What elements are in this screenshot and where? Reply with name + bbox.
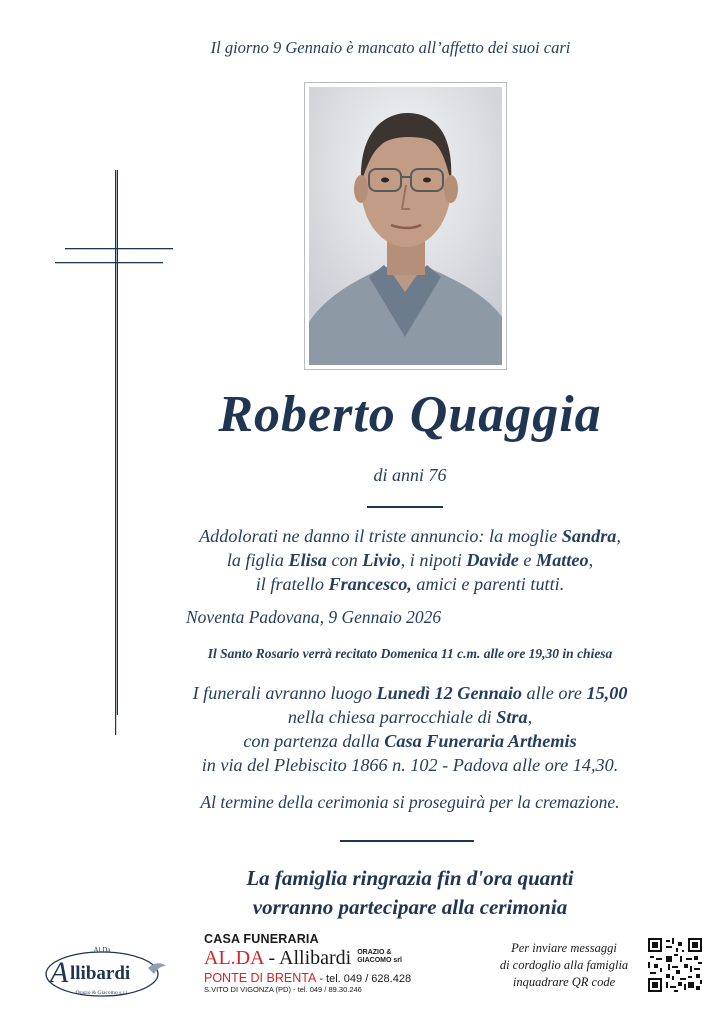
- place-date: Noventa Padovana, 9 Gennaio 2026: [186, 607, 442, 627]
- funeral-home-block: [204, 932, 434, 994]
- announce-text: la figlia: [226, 550, 289, 570]
- thanks-message: [110, 864, 710, 922]
- announce-text: ,: [616, 526, 621, 546]
- funeral-home-phone-1: [204, 971, 434, 985]
- divider-short: [367, 506, 443, 508]
- church-place: Stra: [496, 707, 528, 727]
- rosary-notice: Il Santo Rosario verrà recitato Domenica 11 c.m. alle ore 19,30 in chiesa: [207, 646, 613, 661]
- portrait-frame: [304, 82, 507, 370]
- divider-long: [340, 840, 474, 842]
- announce-text: ,: [588, 550, 594, 570]
- funeral-home-brand: [204, 947, 434, 970]
- brand-red: AL.DA: [204, 947, 264, 969]
- age-line: di anni 76: [373, 465, 447, 485]
- portrait-photo: [309, 87, 502, 365]
- announcement-line-3: [110, 572, 710, 596]
- funeral-time: 15,00: [586, 683, 628, 703]
- brand-sub-2: GIACOMO srl: [357, 957, 402, 964]
- funeral-home-name: Casa Funeraria Arthemis: [384, 731, 577, 751]
- announce-text: Addolorati ne danno il triste annuncio: la moglie: [199, 526, 562, 546]
- logo-main-text: llibardi: [70, 963, 131, 984]
- announce-text: il fratello: [255, 574, 329, 594]
- announce-text: amici e parenti tutti.: [411, 574, 565, 594]
- portrait-illustration: [309, 87, 502, 365]
- allibardi-logo-icon: [42, 944, 168, 1002]
- funeral-home-phone-2: S.VITO DI VIGONZA (PD) - tel. 049 / 89.30.246: [204, 985, 362, 994]
- logo-sub-text: Orazio & Giacomo s.r.l.: [75, 990, 129, 996]
- phone-1: - tel. 049 / 628.428: [316, 973, 412, 985]
- funeral-details: [110, 681, 710, 777]
- announce-text: , i nipoti: [400, 550, 467, 570]
- thanks-line-1: La famiglia ringrazia fin d'ora quanti: [246, 866, 574, 890]
- funeral-text: con partenza dalla: [243, 731, 385, 751]
- funeral-home-label: CASA FUNERARIA: [204, 932, 319, 946]
- qr-code-icon[interactable]: [648, 938, 702, 992]
- funeral-text: I funerali avranno luogo: [192, 683, 377, 703]
- cross-horizontal-icon: [55, 245, 173, 269]
- brand-sub-1: ORAZIO &: [357, 949, 392, 956]
- announcement-text: [110, 524, 710, 596]
- svg-text:A: A: [50, 956, 69, 989]
- funeral-text: alle ore: [522, 683, 587, 703]
- wife-name: Sandra: [561, 526, 617, 546]
- funeral-line-2: [110, 705, 710, 729]
- intro-line: Il giorno 9 Gennaio è mancato all’affetto dei suoi cari: [210, 38, 571, 57]
- funeral-date: Lunedì 12 Gennaio: [376, 683, 522, 703]
- grandchild-name: Matteo: [536, 550, 589, 570]
- announce-text: e: [518, 550, 537, 570]
- announcement-line-1: [110, 524, 710, 548]
- qr-text-line-2: di cordoglio alla famiglia: [499, 958, 629, 972]
- announce-text: con: [326, 550, 363, 570]
- qr-text-line-1: Per inviare messaggi: [511, 941, 617, 955]
- qr-text-line-3: inquadrare QR code: [512, 975, 616, 989]
- son-in-law-name: Livio: [362, 550, 401, 570]
- final-note: Al termine della cerimonia si proseguirà per la cremazione.: [200, 792, 620, 812]
- funeral-text: nella chiesa parrocchiale di: [287, 707, 497, 727]
- grandchild-name: Davide: [466, 550, 519, 570]
- daughter-name: Elisa: [288, 550, 327, 570]
- announcement-line-2: [110, 548, 710, 572]
- funeral-text: ,: [527, 707, 533, 727]
- logo-top-text: Al.Da: [93, 946, 111, 954]
- deceased-name: Roberto Quaggia: [218, 386, 602, 443]
- qr-instructions: [484, 940, 644, 991]
- funeral-line-3: [110, 729, 710, 753]
- funeral-line-1: [110, 681, 710, 705]
- brother-name: Francesco,: [328, 574, 412, 594]
- thanks-line-2: vorranno partecipare alla cerimonia: [252, 895, 568, 919]
- location-red: PONTE DI BRENTA: [204, 971, 317, 985]
- funeral-line-4: in via del Plebiscito 1866 n. 102 - Padova alle ore 14,30.: [201, 755, 619, 775]
- brand-rest: - Allibardi: [263, 947, 352, 969]
